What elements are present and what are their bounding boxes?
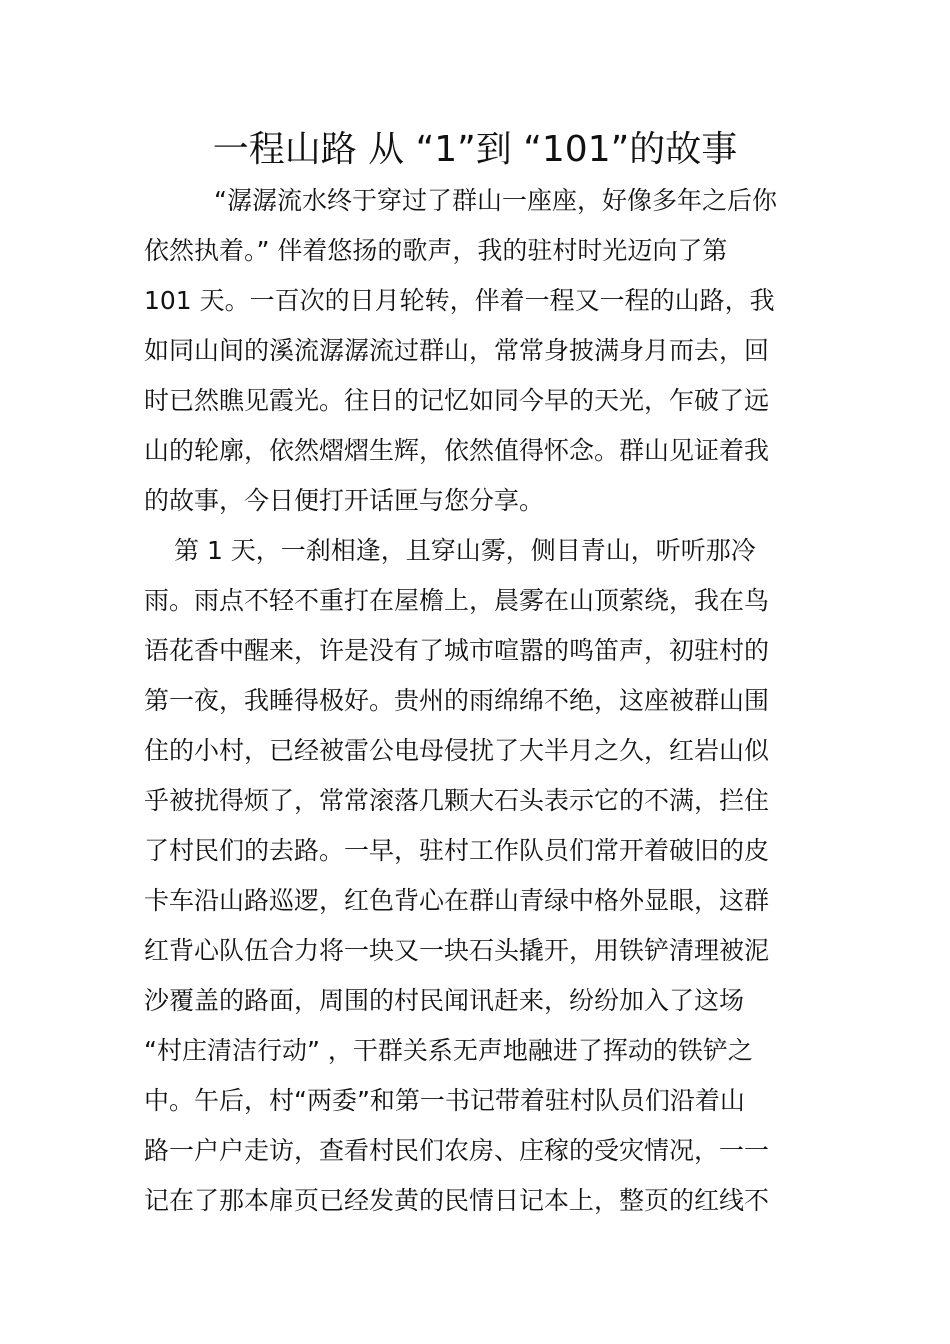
text-line: 卡车沿山路巡逻，红色背心在群山青绿中格外显眼，这群 bbox=[144, 886, 770, 915]
text-line: 语花香中醒来，许是没有了城市喧嚣的鸣笛声，初驻村的 bbox=[144, 636, 770, 665]
text-line: 第一夜，我睡得极好。贵州的雨绵绵不绝，这座被群山围 bbox=[144, 686, 770, 715]
text-line: 了村民们的去路。一早，驻村工作队员们常开着破旧的皮 bbox=[144, 836, 770, 865]
paragraph-1 bbox=[144, 176, 808, 526]
text-line: 沙覆盖的路面，周围的村民闻讯赶来，纷纷加入了这场 bbox=[144, 986, 745, 1015]
text-line: 记在了那本扉页已经发黄的民情日记本上，整页的红线不 bbox=[144, 1186, 770, 1215]
text-line: 如同山间的溪流潺潺流过群山，常常身披满身月而去，回 bbox=[144, 336, 770, 365]
text-line: 红背心队伍合力将一块又一块石头撬开，用铁铲清理被泥 bbox=[144, 936, 770, 965]
text-line: 路一户户走访，查看村民们农房、庄稼的受灾情况，一一 bbox=[144, 1136, 770, 1165]
document-title: 一程山路 从 “1”到 “101”的故事 bbox=[212, 129, 738, 170]
text-line: 住的小村，已经被雷公电母侵扰了大半月之久，红岩山似 bbox=[144, 736, 770, 765]
document-body bbox=[144, 176, 808, 1226]
text-line: 中。午后，村“两委”和第一书记带着驻村队员们沿着山 bbox=[144, 1086, 745, 1115]
text-line: “潺潺流水终于穿过了群山一座座，好像多年之后你 bbox=[214, 186, 777, 215]
paragraph-2 bbox=[144, 526, 808, 1226]
text-line: 山的轮廓，依然熠熠生辉，依然值得怀念。群山见证着我 bbox=[144, 436, 770, 465]
text-line: “村庄清洁行动” ，干群关系无声地融进了挥动的铁铲之 bbox=[144, 1036, 753, 1065]
text-line: 时已然瞧见霞光。往日的记忆如同今早的天光，乍破了远 bbox=[144, 386, 770, 415]
text-line: 乎被扰得烦了，常常滚落几颗大石头表示它的不满，拦住 bbox=[144, 786, 770, 815]
text-line: 的故事，今日便打开话匣与您分享。 bbox=[144, 486, 545, 515]
text-line: 雨。雨点不轻不重打在屋檐上，晨雾在山顶萦绕，我在鸟 bbox=[144, 586, 770, 615]
text-line: 依然执着。” 伴着悠扬的歌声，我的驻村时光迈向了第 bbox=[144, 236, 728, 265]
text-line: 第 1 天，一刹相逢，且穿山雾，侧目青山，听听那冷 bbox=[174, 536, 756, 565]
text-line: 101 天。一百次的日月轮转，伴着一程又一程的山路，我 bbox=[144, 286, 775, 315]
